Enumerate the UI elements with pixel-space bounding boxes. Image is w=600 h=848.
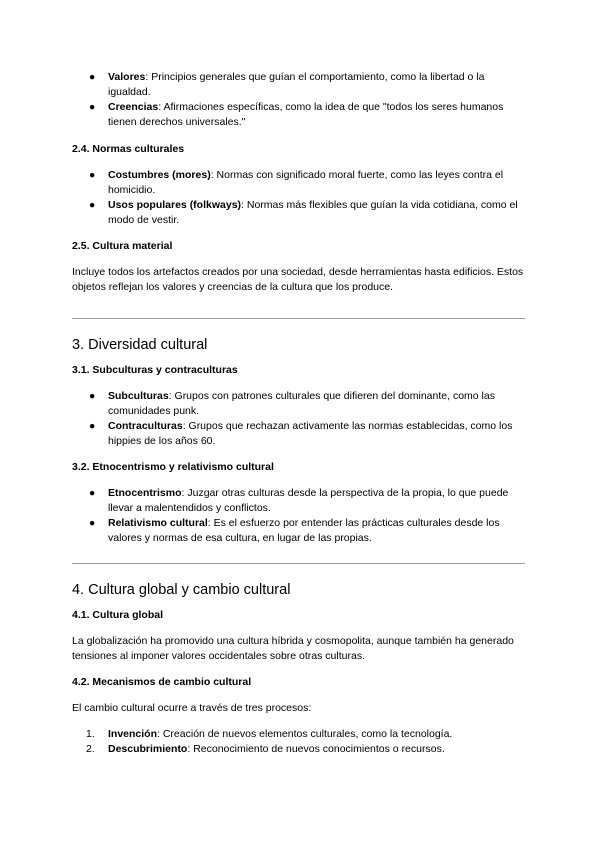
bullet-icon: ● xyxy=(89,517,96,529)
list-number: 1. xyxy=(86,728,95,740)
section-heading-4: 4. Cultura global y cambio cultural xyxy=(72,582,291,598)
description: : Normas más flexibles que guían la vida cotidiana, como el modo de vestir. xyxy=(108,199,518,226)
section-heading-2-4: 2.4. Normas culturales xyxy=(72,143,185,155)
section-heading-2-5: 2.5. Cultura material xyxy=(72,240,173,252)
document-page xyxy=(72,70,528,757)
section-heading-3: 3. Diversidad cultural xyxy=(72,337,208,353)
list-item xyxy=(72,70,528,100)
bullet-icon: ● xyxy=(89,169,96,181)
description: : Afirmaciones específicas, como la idea de que "todos los seres humanos tienen derechos universales." xyxy=(108,101,504,128)
divider xyxy=(72,318,525,319)
subcultures-list xyxy=(72,389,528,449)
bullet-icon: ● xyxy=(89,71,96,83)
list-item xyxy=(72,727,528,742)
list-item xyxy=(72,742,528,757)
term: Usos populares (folkways) xyxy=(108,199,242,211)
description: : Grupos con patrones culturales que difieren del dominante, como las comunidades punk. xyxy=(108,390,495,417)
bullet-icon: ● xyxy=(89,101,96,113)
term: Etnocentrismo xyxy=(108,487,182,499)
section-heading-3-2: 3.2. Etnocentrismo y relativismo cultural xyxy=(72,461,274,473)
paragraph: La globalización ha promovido una cultura híbrida y cosmopolita, aunque también ha generado tensiones al imponer valores occidentales sobre otras culturas. xyxy=(72,635,514,662)
bullet-icon: ● xyxy=(89,199,96,211)
term: Subculturas xyxy=(108,390,169,402)
section-heading-4-1: 4.1. Cultura global xyxy=(72,609,164,621)
term: Creencias xyxy=(108,101,159,113)
term: Valores xyxy=(108,71,146,83)
paragraph: El cambio cultural ocurre a través de tres procesos: xyxy=(72,702,312,714)
bullet-icon: ● xyxy=(89,487,96,499)
description: : Juzgar otras culturas desde la perspectiva de la propia, lo que puede llevar a malentendidos y conflictos. xyxy=(108,487,509,514)
term: Descubrimiento xyxy=(108,743,188,755)
list-item xyxy=(72,389,528,419)
paragraph: Incluye todos los artefactos creados por una sociedad, desde herramientas hasta edificios. Estos objetos reflejan los valores y creencias de la cultura que los produce. xyxy=(72,266,524,293)
values-beliefs-list xyxy=(72,70,528,130)
section-heading-4-2: 4.2. Mecanismos de cambio cultural xyxy=(72,676,252,688)
bullet-icon: ● xyxy=(89,420,96,432)
description: : Principios generales que guían el comportamiento, como la libertad o la igualdad. xyxy=(108,71,485,98)
list-number: 2. xyxy=(86,743,95,755)
term: Relativismo cultural xyxy=(108,517,208,529)
list-item xyxy=(72,168,528,198)
bullet-icon: ● xyxy=(89,390,96,402)
description: : Normas con significado moral fuerte, como las leyes contra el homicidio. xyxy=(108,169,504,196)
list-item xyxy=(72,100,528,130)
description: : Creación de nuevos elementos culturales, como la tecnología. xyxy=(157,728,453,740)
change-mechanisms-list xyxy=(72,727,528,757)
term: Invención xyxy=(108,728,158,740)
term: Costumbres (mores) xyxy=(108,169,211,181)
list-item xyxy=(72,516,528,546)
list-item xyxy=(72,419,528,449)
divider xyxy=(72,563,525,564)
term: Contraculturas xyxy=(108,420,183,432)
description: : Es el esfuerzo por entender las prácticas culturales desde los valores y normas de esa cultura, en lugar de las propias. xyxy=(108,517,500,544)
norms-list xyxy=(72,168,528,228)
list-item xyxy=(72,198,528,228)
ethnocentrism-list xyxy=(72,486,528,546)
list-item xyxy=(72,486,528,516)
description: : Reconocimiento de nuevos conocimientos o recursos. xyxy=(187,743,445,755)
description: : Grupos que rechazan activamente las normas establecidas, como los hippies de los años 60. xyxy=(108,420,513,447)
section-heading-3-1: 3.1. Subculturas y contraculturas xyxy=(72,364,238,376)
